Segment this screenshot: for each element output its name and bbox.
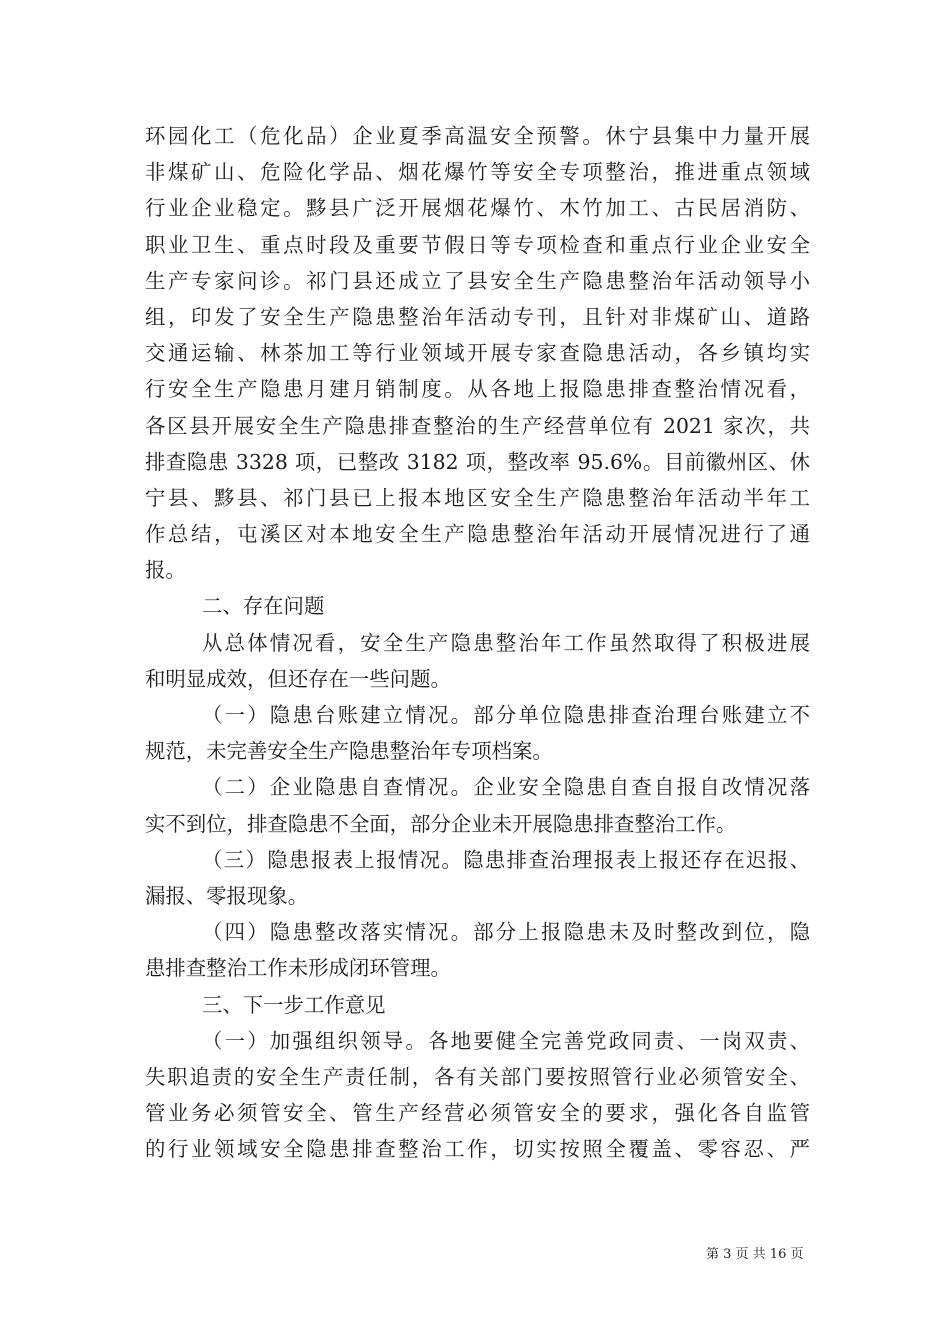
text-line: 生产专家问诊。祁门县还成立了县安全生产隐患整治年活动领导小 xyxy=(145,268,810,293)
text-line: （二）企业隐患自查情况。企业安全隐患自查自报自改情况落 xyxy=(202,775,810,800)
text-line: 环园化工（危化品）企业夏季高温安全预警。休宁县集中力量开展 xyxy=(145,124,810,148)
page-number: 第 3 页 共 16 页 xyxy=(706,1247,804,1262)
text-line: （三）隐患报表上报情况。隐患排查治理报表上报还存在迟报、 xyxy=(202,847,810,872)
text-line: 漏报、零报现象。 xyxy=(145,883,309,908)
text-line: 组，印发了安全生产隐患整治年活动专刊，且针对非煤矿山、道路 xyxy=(145,304,810,329)
text-line: 作总结，屯溪区对本地安全生产隐患整治年活动开展情况进行了通 xyxy=(145,522,810,547)
text-line: 失职追责的安全生产责任制，各有关部门要按照管行业必须管安全、 xyxy=(145,1064,810,1089)
text-line: 报。 xyxy=(145,558,186,583)
text-line: 职业卫生、重点时段及重要节假日等专项检查和重点行业企业安全 xyxy=(145,232,810,257)
text-line: 从总体情况看，安全生产隐患整治年工作虽然取得了积极进展 xyxy=(202,630,810,655)
text-line: 管业务必须管安全、管生产经营必须管安全的要求，强化各自监管 xyxy=(145,1101,810,1126)
document-body xyxy=(145,118,810,1167)
text-line: 行业企业稳定。黟县广泛开展烟花爆竹、木竹加工、古民居消防、 xyxy=(145,196,810,221)
text-line: 规范，未完善安全生产隐患整治年专项档案。 xyxy=(145,739,553,764)
text-line: 和明显成效，但还存在一些问题。 xyxy=(145,666,451,691)
text-line: 排查隐患 3328 项，已整改 3182 项，整改率 95.6%。目前徽州区、休 xyxy=(145,449,810,474)
text-line: 宁县、黟县、祁门县已上报本地区安全生产隐患整治年活动半年工 xyxy=(145,485,810,510)
text-line: 交通运输、林茶加工等行业领域开展专家查隐患活动，各乡镇均实 xyxy=(145,341,810,366)
text-line: 三、下一步工作意见 xyxy=(202,992,386,1017)
text-line: 非煤矿山、危险化学品、烟花爆竹等安全专项整治，推进重点领域 xyxy=(145,160,810,185)
text-line: 实不到位，排查隐患不全面，部分企业未开展隐患排查整治工作。 xyxy=(145,811,737,836)
text-line: 患排查整治工作未形成闭环管理。 xyxy=(145,956,451,981)
text-line: （一）隐患台账建立情况。部分单位隐患排查治理台账建立不 xyxy=(202,703,810,727)
text-line: （四）隐患整改落实情况。部分上报隐患未及时整改到位，隐 xyxy=(202,920,810,945)
text-line: （一）加强组织领导。各地要健全完善党政同责、一岗双责、 xyxy=(202,1028,810,1053)
text-line: 各区县开展安全生产隐患排查整治的生产经营单位有 2021 家次，共 xyxy=(145,413,810,438)
text-line: 行安全生产隐患月建月销制度。从各地上报隐患排查整治情况看， xyxy=(145,377,810,402)
text-line: 的行业领域安全隐患排查整治工作，切实按照全覆盖、零容忍、严 xyxy=(145,1137,810,1162)
text-line: 二、存在问题 xyxy=(202,594,325,619)
